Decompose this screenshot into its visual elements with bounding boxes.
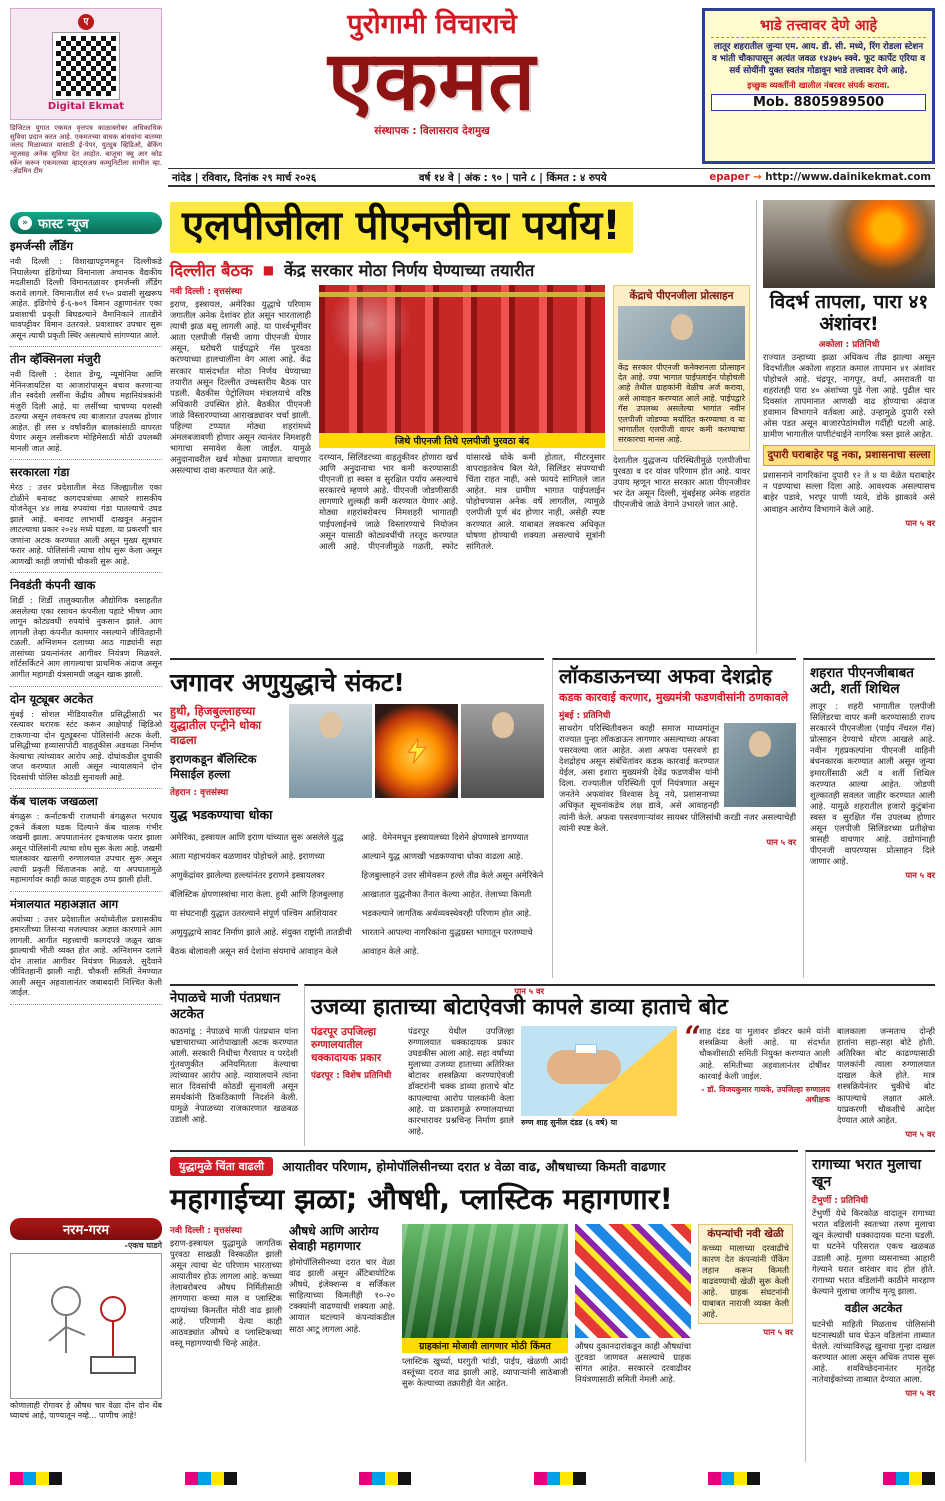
finger-body-2: बालकाला जन्मतःच दोन्ही हातांना सहा-सहा बोटे होती. अतिरिक्त बोट काढण्यासाठी पालकांनी त्याला रुग्णालयात दाखल केले होते. मात्र शस्त्रक्रियेनंतर चुकीचे बोट कापल्याचे लक्षात आले. याप्रकरणी चौकशीचे आदेश देण्यात आले आहेत. (837, 1026, 935, 1125)
inflation-photo-caption: ग्राहकांना मोजावी लागणार मोठी किंमत (402, 1338, 568, 1353)
finger-quote-attribution: - डॉ. विजयकुमार गायके, उपजिल्हा रुग्णालय अधीक्षक (701, 1084, 830, 1104)
inflation-subhead: औषधे आणि आरोग्य सेवाही महागणार (289, 1224, 379, 1253)
murder-body-2: घटनेची माहिती मिळताच पोलिसांनी घटनास्थळी धाव घेऊन वडिलांना ताब्यात घेतले. त्यांच्याविरुद्ध खुनाचा गुन्हा दाखल करण्यात आला असून अधिक तपास सुरू आहे. शवविच्छेदनानंतर मृतदेह नातेवाईकांच्या ताब्यात देण्यात आला. (812, 1318, 935, 1385)
fast-news-item-body: मेरठ : उत्तर प्रदेशातील मेरठ जिल्ह्यातील एका टोळीने बनावट कागदपत्रांच्या आधारे शासकीय योजनेतून ४४ लाख रुपयांचा गंडा घातल्याचे उघड झाले आहे. बनावट लाभार्थी दाखवून अनुदान लाटल्याचा प्रकार २०२४ मध्ये घडला. या प्रकरणी चार जणांना अटक करण्यात आली असून मुख्य सूत्रधार फरार आहे. पोलिसांनी त्याचा शोध सुरू केला असून आणखी काही जणांची चौकशी सुरू आहे. (10, 482, 162, 566)
vidarbha-body: राज्यात उन्हाच्या झळा अधिकच तीव्र झाल्या असून विदर्भातील अकोला शहरात कमाल तापमान ४१ अंशांवर पोहोचले आहे. चंद्रपूर, नागपूर, वर्धा, अमरावती या शहरांतही पारा ४० अंशांच्या पुढे गेला आहे. पुढील चार दिवसांत तापमानात आणखी वाढ होण्याचा अंदाज हवामान विभागाने वर्तवला आहे. उन्हामुळे दुपारी रस्ते ओस पडत असून बाजारपेठांमधील गर्दीही घटली आहे. ग्रामीण भागातील पाणीटंचाईने नागरिक त्रस्त झाले आहेत. (763, 351, 935, 440)
epaper-link-group (709, 172, 931, 183)
inflation-byline: नवी दिल्ली : वृत्तसंस्था (170, 1226, 242, 1236)
lead-text-3: देशातील युद्धजन्य परिस्थितीमुळे एलपीजीचा पुरवठा व दर यांवर परिणाम होत आहे. यावर उपाय म्हणून भारत सरकार आता पीएनजीवर भर देत असून दिल्ली, मुंबईसह अनेक शहरांत पीएनजीचे जाळे वेगाने उभारले जात आहे. (613, 454, 750, 510)
inflation-image-column-2 (575, 1224, 691, 1460)
inflation-columns (170, 1224, 798, 1460)
ad-body: लातूर शहरातील जुन्या एम. आय. डी. सी. मध्ये, रिंग रोडला स्टेशन व भांती चौकापासून अत्यंत जवळ १४३७५ स्क्वे. फूट कार्पेट एरिया व सर्व सोयींनी युक्त स्वतंत्र गोडावून भाडे तत्त्वावर देणे आहे. (711, 42, 926, 76)
lockdown-body: साथरोग परिस्थितीवरून काही समाज माध्यमांतून राज्यात पुन्हा लॉकडाऊन लागणार असल्याच्या अफवा पसरवल्या जात आहेत. अशा अफवा पसरवणे हा देशद्रोहच असून संबंधितांवर कडक कारवाई करण्यात येईल, असा इशारा मुख्यमंत्री देवेंद्र फडणवीस यांनी दिला. राज्यातील परिस्थिती पूर्ण नियंत्रणात असून जनतेने अफवांवर विश्वास ठेवू नये, प्रशासनाच्या अधिकृत सूचनांकडेच लक्ष द्यावे, असे आवाहनही त्यांनी केले. अफवा पसरवणाऱ्यांवर सायबर पोलिसांची करडी नजर असल्याचेही त्यांनी स्पष्ट केले. (559, 722, 796, 833)
murder-byline: टेंभुर्णी : प्रतिनिधी (812, 1196, 869, 1207)
cartoon-box (10, 1218, 162, 1460)
fast-news-item-title: सरकारला गंडा (10, 465, 70, 480)
finger-image-column (521, 1026, 677, 1140)
companies-trick-body: कच्च्या मालाच्या दरवाढीचे कारण देत कंपन्यांनी पॅकिंग लहान करून किमती वाढवण्याची खेळी सुरू केली आहे. ग्राहक संघटनांनी याबाबत नाराजी व्यक्त केली आहे. (702, 1242, 789, 1320)
qr-title: Digital Ekmat (47, 101, 125, 112)
inflation-image-note-1: प्लास्टिक खुर्च्या, घरगुती भांडी, पाईप, खेळणी आदी वस्तूंच्या दरात वाढ झाली आहे. व्यापाऱ्यांनी साठेबाजी सुरू केल्याच्या तक्रारीही येत आहेत. (402, 1356, 568, 1389)
lead-column-3 (613, 285, 750, 645)
finger-quote-text: शाह दंडड या मुलावर डॉक्टर कामे यांनी शस्त्रक्रिया केली आहे. या संदर्भात चौकशीसाठी समिती नियुक्त करण्यात आली आहे. समितीच्या अहवालानंतर दोषींवर कारवाई केली जाईल. (699, 1026, 830, 1081)
nepal-story (170, 984, 298, 1146)
finger-headline: उजव्या हाताच्या बोटाऐवजी कापले डाव्या हाताचे बोट (311, 995, 728, 1020)
hand-iv-photo (521, 1026, 677, 1116)
nuclear-body-1: अमेरिका, इस्त्रायल आणि इराण यांच्यात सुरू असलेले युद्ध आता महाभयंकर वळणावर पोहोचले आहे. इराणच्या अणुकेंद्रांवर झालेल्या हल्ल्यांनंतर इराणने इस्त्रायलवर बॅलिस्टिक क्षेपणास्त्रांचा मारा केला. हुथी आणि हिजबुल्लाह या संघटनाही युद्धात उतरल्याने संपूर्ण पश्चिम आशियावर अणुयुद्धाचे सावट निर्माण झाले आहे. संयुक्त राष्ट्रांनी तातडीची बैठक बोलावली असून सर्व देशांना संयमाचे आवाहन केले आहे. (170, 831, 378, 956)
epaper-label: epaper (709, 171, 750, 183)
lead-column-1 (170, 285, 311, 645)
khamenei-face (492, 712, 514, 738)
list-item (10, 460, 162, 573)
dateline: नांदेड | रविवार, दिनांक २९ मार्च २०२६ (172, 173, 317, 184)
ad-note: इच्छुक व्यक्तींनी खालील नंबरवर संपर्क करावा. (747, 80, 890, 90)
masthead-tagline: पुरोगामी विचाराचे (347, 9, 517, 40)
nepal-body: काठमांडू : नेपाळचे माजी पंतप्रधान यांना भ्रष्टाचाराच्या आरोपाखाली अटक करण्यात आली. सरकारी निधीचा गैरवापर व परदेशी गुंतवणुकीत अनियमितता केल्याचा त्यांच्यावर आरोप आहे. न्यायालयाने त्यांना सात दिवसांची कोठडी सुनावली असून समर्थकांनी ठिकठिकाणी निदर्शने केली. यामुळे नेपाळच्या राजकारणात खळबळ उडाली आहे. (170, 1025, 298, 1125)
lead-headline: एलपीजीला पीएनजीचा पर्याय! (170, 202, 633, 253)
finger-body-1: पंढरपूर येथील उपजिल्हा रुग्णालयात धक्कादायक प्रकार उघडकीस आला आहे. सहा वर्षांच्या मुलाच्या उजव्या हाताच्या अतिरिक्त बोटावर शस्त्रक्रिया करण्याऐवजी डॉक्टरांनी चक्क डाव्या हाताचे बोट कापल्याचा आरोप पालकांनी केला आहे. या प्रकारामुळे रुग्णालयाच्या कारभारावर प्रश्नचिन्ह निर्माण झाले आहे. (408, 1026, 514, 1136)
cartoon-image (10, 1253, 162, 1399)
inflation-column-3 (698, 1224, 793, 1460)
plastic-goods-image (402, 1224, 568, 1338)
inflation-kicker-row (170, 1157, 798, 1176)
lead-byline: नवी दिल्ली : वृत्तसंस्था (170, 287, 242, 297)
cartoon-caption: कोणालाही रोगावर हे औषध चार वेळा दोन दोन थेंब घ्यायचं आहे, पाण्यातून नव्हे... पाणीच आहे! (10, 1401, 162, 1421)
png-promo-body: केंद्र सरकार पीएनजी कनेक्शनला प्रोत्साहन देत आहे. ज्या भागात पाईपलाईन पोहोचली आहे तेथील ग्राहकांनी वेळीच अर्ज करावा, असे आवाहन करण्यात आले आहे. पाईपद्वारे गॅस उपलब्ध असलेल्या भागांत नवीन एलपीजी जोडण्या मर्यादित करण्याचा व या भागातील एलपीजी वापर कमी करण्याचा सरकारचा मानस आहे. (618, 362, 745, 445)
lockdown-deck: कडक कारवाई करणार, मुख्यमंत्री फडणवीसांनी ठणकावले (559, 691, 789, 704)
finger-columns (311, 1020, 935, 1140)
edition-info: वर्ष १४ वे | अंक : ९० | पाने ८ | किंमत : ४ रुपये (418, 173, 607, 184)
companies-trick-title: कंपन्यांची नवी खेळी (707, 1228, 784, 1240)
lead-kickers (170, 258, 750, 281)
ad-mobile-number: Mob. 8805989500 (711, 94, 926, 111)
inflation-story (170, 1150, 798, 1462)
continued-note: पान ५ वर (905, 1128, 935, 1139)
nuclear-deck-1: हुथी, हिजबुल्लाहच्या युद्धातील एन्ट्रीने धोका वाढला (170, 704, 262, 747)
lightning-icon (402, 736, 432, 766)
list-item (10, 687, 162, 790)
fast-news-item-body: नवी दिल्ली : देशात डेंग्यू, न्यूमोनिया आणि मेनिनजायटिस या आजारांपासून बचाव करणाऱ्या तीन स्वदेशी लसींना केंद्रीय औषध महानियंत्रकांनी मंजुरी दिली आहे. या लसींच्या चाचण्या यशस्वी ठरल्या असून लवकरच त्या बाजारात उपलब्ध होणार आहेत. ही लस ४ वर्षांवरील बालकांसाठी वापरता येणार असून लसीकरण मोहिमेसाठी मोठी उपलब्धी मानली जात आहे. (10, 369, 162, 453)
iv-bandage-graphic (575, 1044, 597, 1054)
khamenei-photo (461, 704, 544, 798)
inflation-headline: महागाईच्या झळा; औषधी, प्लास्टिक महागणार! (170, 1182, 673, 1216)
sun-heat-image (763, 200, 935, 288)
fast-news-item-body: अयोध्या : उत्तर प्रदेशातील अयोध्येतील प्रशासकीय इमारतीच्या तिसऱ्या मजल्यावर अज्ञात कारणाने आग लागली. आगीत महत्त्वाची कागदपत्रे जळून खाक झाल्याची भीती व्यक्त होत आहे. अग्निशमन दलाने दोन तासांत आगीवर नियंत्रण मिळवले. सुदैवाने जीवितहानी झाली नाही. चौकशी समिती नेमण्यात आली असून अहवालानंतर जबाबदारी निश्चित केली जाईल. (10, 913, 162, 998)
lockdown-headline: लॉकडाऊनच्या अफवा देशद्रोह (559, 664, 773, 688)
explosion-image (375, 704, 458, 798)
lead-text-2: दरम्यान, सिलिंडरच्या वाहतुकीवर होणारा खर्च आणि अनुदानाचा भार कमी करण्यासाठी पीएनजी हा स्वस्त व सुरक्षित पर्याय असल्याचे सरकारचे म्हणणे आहे. पीएनजी जोडणीसाठी लागणारे शुल्कही कमी करण्यात येणार आहे. मोठ्या शहरांबरोबरच निमशहरी भागातही पाईपलाईनचे जाळे विस्तारण्याचे नियोजन असून यासाठी कोट्यवधींची तरतूद करण्यात आली आहे. पीएनजीमुळे गळती, स्फोट यांसारखे धोके कमी होतात, मीटरनुसार वापराइतकेच बिल येते, सिलिंडर संपण्याची चिंता राहत नाही, असे फायदे सांगितले जात आहेत. मात्र ग्रामीण भागात पाईपलाईन पोहोचण्यास अनेक वर्षे लागतील, त्यामुळे एलपीजी पूर्ण बंद होणार नाही, असेही स्पष्ट करण्यात आले. याबाबत लवकरच अधिकृत घोषणा होण्याची शक्यता असल्याचे सूत्रांनी सांगितले. (319, 452, 605, 551)
murder-subhead: वडील अटकेत (844, 1300, 903, 1315)
fast-news-item-title: तीन व्हॅक्सिनला मंजुरी (10, 352, 101, 367)
vidarbha-headline: विदर्भ तापला, पारा ४१ अंशांवर! (769, 291, 929, 335)
vidarbha-advisory-body: प्रशासनाने नागरिकांना दुपारी १२ ते ४ या वेळेत घराबाहेर न पडण्याचा सल्ला दिला आहे. आवश्यक असल्यासच बाहेर पडावे, भरपूर पाणी प्यावे, डोके झाकावे असे आवाहन आरोग्य विभागाने केले आहे. (763, 470, 935, 514)
finger-body-2-column (837, 1026, 935, 1140)
fast-news-item-title: कॅब चालक जखळला (10, 794, 98, 809)
masthead-title: एकमत (327, 33, 537, 129)
epaper-arrow-icon: → (753, 171, 762, 183)
inflation-column-2 (289, 1224, 395, 1460)
fadnavis-photo (724, 723, 796, 807)
inflation-image-column-1 (402, 1224, 568, 1460)
lockdown-rumour-story (552, 658, 796, 978)
fast-news-item-body: बंगळुरू : कर्नाटकची राजधानी बंगळुरूत भरधाव ट्रकने कॅबला धडक दिल्याने कॅब चालक गंभीर जखमी झाला. अपघातानंतर ट्रकचालक फरार झाला असून पोलिसांनी त्याचा शोध सुरू केला आहे. जखमी चालकावर खासगी रुग्णालयात उपचार सुरू असून त्याची प्रकृती चिंताजनक आहे. या अपघातामुळे महामार्गावर काही काळ वाहतूक ठप्प झाली होती. (10, 811, 162, 885)
fast-news-item-title: मंत्रालयात महाअज्ञात आग (10, 896, 119, 911)
ad-title: भाडे तत्त्वावर देणे आहे (711, 15, 926, 38)
murder-body-1: टेंभुर्णी येथे किरकोळ वादातून रागाच्या भरात वडिलांनी स्वतःच्या तरुण मुलाचा खून केल्याची धक्कादायक घटना घडली. या घटनेने परिसरात एकच खळबळ उडाली आहे. मुलगा व्यसनाच्या आहारी गेल्याने घरात वारंवार वाद होत होते. रागाच्या भरात वडिलांनी काठीने मारहाण केल्याने मुलाचा जागीच मृत्यू झाला. (812, 1208, 935, 1296)
cmyk-group (708, 1472, 760, 1485)
finger-quote-block (684, 1020, 830, 1140)
list-item (10, 573, 162, 686)
trump-photo (289, 704, 372, 798)
lead-kicker-right: केंद्र सरकार मोठा निर्णय घेण्याच्या तयारीत (284, 261, 535, 280)
list-item (10, 234, 162, 347)
lead-body-columns (170, 285, 750, 645)
fast-news-header (10, 212, 162, 234)
trump-face (320, 712, 342, 738)
companies-trick-box (698, 1224, 793, 1324)
finger-deck-column (311, 1026, 401, 1140)
fast-news-item-title: इमर्जन्सी लँडिंग (10, 239, 73, 253)
inflation-kicker-badge: युद्धामुळे चिंता वाढली (170, 1157, 273, 1176)
png-promo-box (613, 285, 750, 451)
fast-news-item-body: नवी दिल्ली : विशाखापट्टणमहून दिल्लीकडे निघालेल्या इंडिगोच्या विमानाला अचानक वैद्यकीय मदतीसाठी दिल्ली विमानतळावर इमर्जन्सी लँडिंग करावे लागले. विमानातील सर्व १५० प्रवासी सुखरूप आहेत. इंडिगोचे ई-६-७०९ विमान उड्डाणानंतर एका प्रवाशाची प्रकृती बिघडल्याने वैमानिकाने तातडीने धावपट्टीवर विमान उतरवले. प्रवाशावर उपचार सुरू असून त्याची प्रकृती स्थिर असल्याचे सांगण्यात आले. (10, 256, 162, 340)
minister-face (671, 314, 693, 340)
cmyk-group (10, 1472, 62, 1485)
nuclear-body-2: येमेनमधून इस्त्रायलच्या दिशेने क्षेपणास्त्रे डागण्यात आल्याने युद्ध आणखी भडकण्याचा धोका वाढला आहे. हिजबुल्लाहने उत्तर सीमेवरून हल्ले तीव्र केले असून अमेरिकेने आखातात युद्धनौका तैनात केल्या आहेत. तेलाच्या किमती भडकल्याने जागतिक अर्थव्यवस्थेवरही परिणाम होत आहे. भारताने आपल्या नागरिकांना युद्धग्रस्त भागातून परतण्याचे आवाहन केले आहे. (361, 831, 544, 956)
continued-note: पान ५ वर (905, 870, 935, 881)
minister-photo (618, 306, 745, 360)
ekmat-logo-icon: ए (78, 14, 94, 30)
murder-headline: रागाच्या भरात मुलाचा खून (812, 1157, 922, 1191)
continued-note: पान ५ वर (905, 517, 935, 528)
png-promo-title: केंद्राचे पीएनजीला प्रोत्साहन (629, 290, 734, 302)
lockdown-byline: मुंबई : प्रतिनिधी (559, 710, 611, 721)
cmyk-group (883, 1472, 935, 1485)
continued-note: पान ५ वर (514, 985, 544, 996)
fast-news-icon: » (18, 216, 32, 230)
list-item (10, 789, 162, 892)
inflation-column-1 (170, 1224, 282, 1460)
fast-news-item-body: शिर्डी : शिर्डी तालुक्यातील औद्योगिक वसाहतीत असलेल्या एका रसायन कंपनीला पहाटे भीषण आग लागून कोट्यवधी रुपयांचे नुकसान झाले. आग लागली तेव्हा कंपनीत कामगार नसल्याने जीवितहानी टळली. अग्निशमन दलाच्या आठ गाड्यांनी सहा तासांच्या प्रयत्नांनंतर आगीवर नियंत्रण मिळवले. शॉर्टसर्किटने आग लागल्याचा प्राथमिक अंदाज असून आगीत महागडी यंत्रसामग्री जळून खाक झाली. (10, 595, 162, 679)
cartoon-drawing (21, 1261, 151, 1391)
lead-kicker-left: दिल्लीत बैठक (170, 261, 253, 280)
registration-marks (10, 1470, 935, 1486)
list-item (10, 347, 162, 460)
epaper-url[interactable]: http://www.dainikekmat.com (765, 171, 931, 183)
nuclear-body (170, 825, 544, 983)
murder-story (805, 1150, 935, 1462)
vidarbha-heat-story (756, 200, 935, 654)
nuclear-deck-2: इराणकडून बॅलिस्टिक मिसाईल हल्ला (170, 752, 257, 781)
fast-news-title: फास्ट न्यूज (38, 217, 89, 232)
qr-code-image (53, 33, 119, 99)
classified-ad-box (702, 8, 935, 164)
inflation-kicker-text: आयातीवर परिणाम, होमोपॉलिसीनच्या दरात ४ वेळा वाढ, औषधाच्या किमती वाढणार (282, 1159, 666, 1174)
cartoonist-credit: -एकच घाडगे (124, 1241, 162, 1250)
fadnavis-face (749, 731, 771, 757)
gas-pipe-graphic (319, 292, 605, 297)
heat-advisory-box: दुपारी घराबाहेर पडू नका, प्रशासनाचा सल्ला (763, 445, 935, 466)
inflation-image-note-2: औषध दुकानदारांकडून काही औषधांचा तुटवडा जाणवत असल्याचे ग्राहक सांगत आहेत. सरकारने दरवाढीवर नियंत्रणासाठी समिती नेमली आहे. (575, 1341, 691, 1385)
lead-photo-caption: जिथे पीएनजी तिथे एलपीजी पुरवठा बंद (319, 433, 605, 448)
lead-story (170, 202, 750, 654)
cmyk-group (359, 1472, 411, 1485)
continued-note: पान ५ वर (766, 836, 796, 847)
fast-news-item-body: मुंबई : सोशल मीडियावरील प्रसिद्धीसाठी भर रस्त्यावर थरारक स्टंट करून आक्षेपार्ह व्हिडिओ टाकणाऱ्या दोन यूट्यूबरना पोलिसांनी अटक केली. प्रसिद्धीच्या हव्यासापोटी वाहतुकीस अडथळा निर्माण केल्याचा त्यांच्यावर आरोप आहे. दोघांकडील दुचाकी जप्त करण्यात आली असून न्यायालयाने दोन दिवसांची पोलिस कोठडी सुनावली आहे. (10, 708, 162, 782)
fast-news-item-title: दोन यूट्यूबर अटकेत (10, 691, 94, 706)
wrong-finger-story (304, 984, 935, 1146)
png-city-story (803, 658, 935, 978)
vidarbha-byline: अकोला : प्रतिनिधी (818, 339, 880, 350)
png-city-headline: शहरात पीएनजीबाबत अटी, शर्ती शिथिल (810, 665, 915, 698)
continued-note: पान ५ वर (905, 1388, 935, 1399)
medicines-image (575, 1224, 691, 1338)
patient-hand-graphic (547, 1050, 621, 1084)
nuclear-top-row (170, 704, 544, 800)
date-bar (168, 168, 935, 187)
qr-note-text: डिजिटल युगात एकमत वृत्तपत्र काळाबरोबर अधिकाधिक सुविधा प्रदान करत आहे. एकमतच्या वाचक बांधवांना बातम्या जलद मिळाव्यात यासाठी ई-पेपर, युट्युब व्हिडिओ, ब्रेकिंग न्यूजसह अनेक सुविधा देत आहोत. बाजूचा क्यू आर कोड स्कॅन करून एकमतच्या व्हाट्सअप कम्युनिटीला सामील व्हा. -ॲडमिन टीम (10, 124, 162, 176)
masthead (168, 10, 696, 166)
square-bullet-icon: ■ (262, 262, 275, 277)
png-city-body: लातूर : शहरी भागातील एलपीजी सिलिंडरचा वापर कमी करण्यासाठी राज्य सरकारने पीएनजीला (पाईप नॅचरल गॅस) प्रोत्साहन देण्याचे धोरण आखले आहे. नवीन गृहप्रकल्पांना पीएनजी वाहिनी बंधनकारक करण्यात आली असून जुन्या इमारतींसाठी अटी व शर्ती शिथिल करण्यात आल्या आहेत. जोडणी शुल्कातही सवलत जाहीर करण्यात आली आहे. यामुळे शहरातील हजारो कुटुंबांना स्वस्त व सुरक्षित गॅस उपलब्ध होणार असून एलपीजी सिलिंडरच्या प्रतीक्षेचा त्रासही वाचणार आहे. उद्योगांनाही पीएनजी वापरण्यास प्रोत्साहन दिले जाणार आहे. (810, 700, 935, 867)
digital-ekmat-qr-box (10, 8, 162, 120)
fast-news-sidebar (10, 212, 162, 1214)
nepal-headline: नेपाळचे माजी पंतप्रधान अटकेत (170, 991, 281, 1022)
inflation-body-2: होमोपॉलिसीनच्या दरात चार वेळा वाढ झाली असून अँटिबायोटिक औषधे, इंजेक्शन्स व सर्जिकल साहित्याच्या किमतीही १०-२० टक्क्यांनी वाढण्याची शक्यता आहे. आयात घटल्याने कंपन्यांकडील साठा आटू लागला आहे. (289, 1257, 395, 1334)
lpg-cylinders-image (319, 285, 605, 433)
nuclear-subhead: युद्ध भडकण्याचा धोका (170, 806, 273, 822)
finger-photo-caption: रुग्ण शाह सुनील दंडड (६ वर्ष) या (521, 1118, 618, 1127)
list-item (10, 892, 162, 1005)
nuclear-decks (170, 704, 282, 800)
nuclear-byline: तेहरान : वृत्तसंस्था (170, 787, 229, 798)
inflation-body-1: इराण-इस्त्रायल युद्धामुळे जागतिक पुरवठा साखळी विस्कळीत झाली असून त्याचा थेट परिणाम भारताच्या आयातीवर होऊ लागला आहे. कच्च्या तेलाबरोबरच औषध निर्मितीसाठी लागणारा कच्चा माल व प्लास्टिक दाण्यांच्या किमतीत मोठी वाढ झाली आहे. परिणामी येत्या काही आठवड्यांत औषधे व प्लास्टिकच्या वस्तू महागण्याची चिन्हे आहेत. (170, 1238, 282, 1348)
finger-deck: पंढरपूर उपजिल्हा रुग्णालयातील धक्कादायक प्रकार (311, 1026, 382, 1065)
nuclear-photos (289, 704, 544, 798)
finger-byline: पंढरपूर : विशेष प्रतिनिधी (311, 1071, 392, 1082)
continued-note: पान ५ वर (763, 1327, 793, 1338)
cmyk-group (185, 1472, 237, 1485)
lead-column-center (319, 285, 605, 645)
fast-news-item-title: निवडंती कंपनी खाक (10, 578, 96, 593)
nuclear-war-story (170, 658, 544, 996)
masthead-founder: संस्थापक : विलासराव देशमुख (374, 125, 490, 138)
cartoon-box-title: नरम-गरम (10, 1218, 162, 1240)
nuclear-headline: जगावर अणुयुद्धाचे संकट! (170, 668, 405, 697)
lead-text-1: इराण, इस्त्रायल, अमेरिका युद्धाचे परिणाम जगातील अनेक देशांवर होत असून भारतालाही त्याची झळ बसू लागली आहे. या पार्श्वभूमीवर आता एलपीजी गॅसची जागा पीएनजी घेणार असून, घरोघरी पाईपद्वारे गॅस पुरवठा करण्याच्या हालचालींना वेग आला आहे. केंद्र सरकार यासंदर्भात मोठा निर्णय घेण्याच्या तयारीत असून दिल्लीत उच्चस्तरीय बैठक पार पडली. बैठकीस पेट्रोलियम मंत्रालयाचे वरिष्ठ अधिकारी उपस्थित होते. बैठकीत पीएनजी जाळे विस्तारण्याच्या आराखड्यावर चर्चा झाली. पहिल्या टप्प्यात मोठ्या शहरांमध्ये अंमलबजावणी होणार असून त्यानंतर निमशहरी भागाचा समावेश केला जाईल. यामुळे अनुदानावरील खर्च मोठ्या प्रमाणात वाचणार असल्याचा दावा करण्यात येत आहे. (170, 299, 311, 476)
quote-icon: “ (684, 1020, 702, 1055)
cmyk-group (534, 1472, 586, 1485)
